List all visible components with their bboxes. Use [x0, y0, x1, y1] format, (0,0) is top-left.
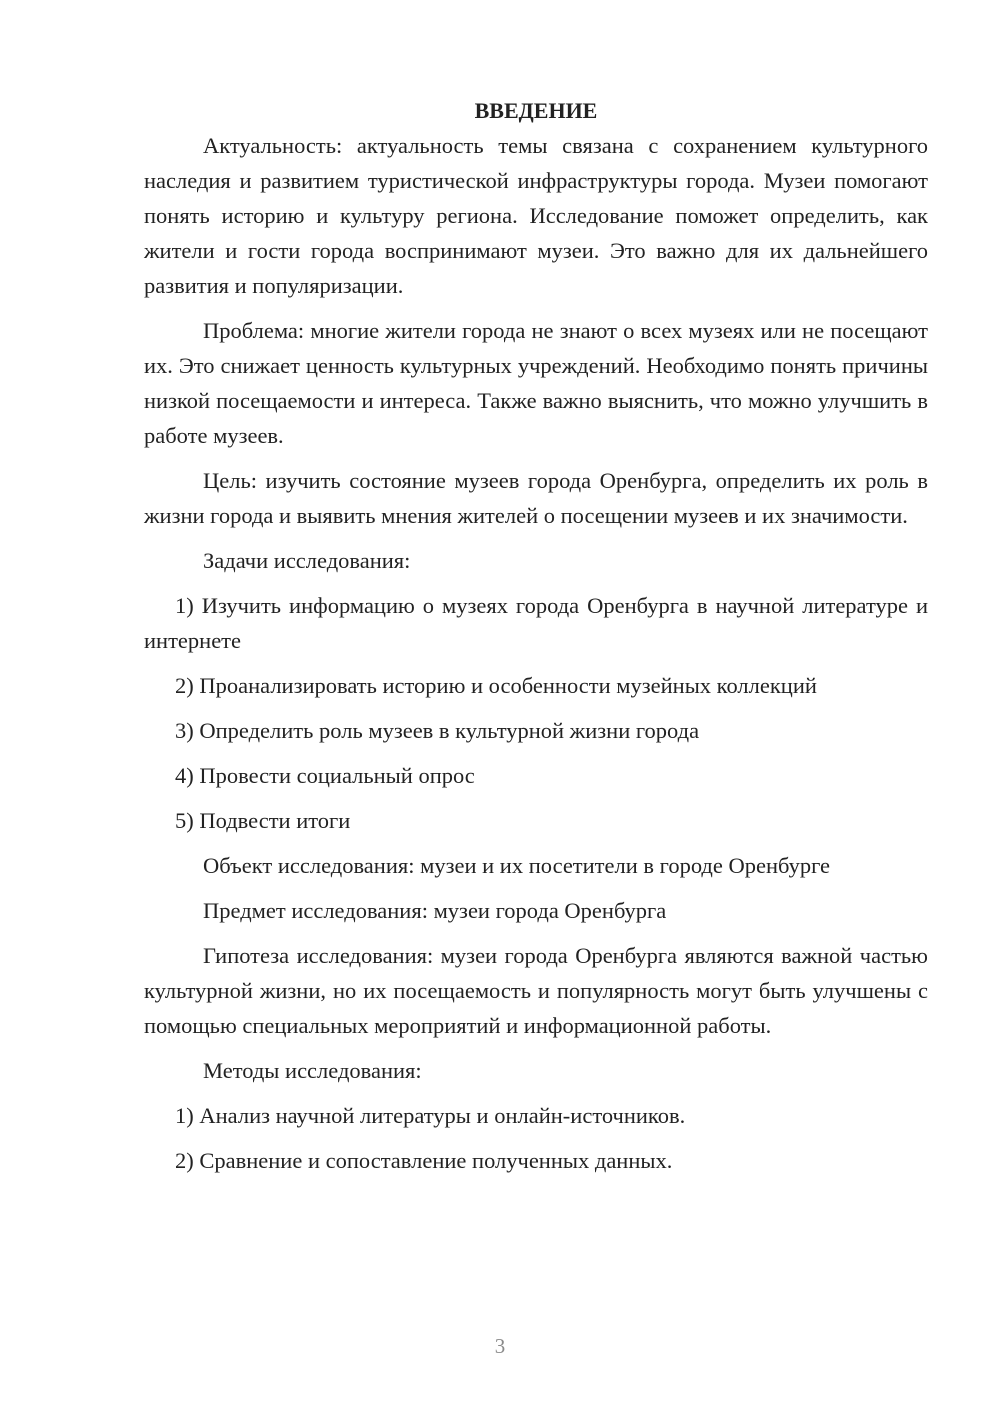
hypothesis-paragraph: Гипотеза исследования: музеи города Оренбурга являются важной частью культурной жизни, но их посещаемость и популярность могут быть улучшены с помощью специальных мероприятий и информационной работы. [144, 943, 928, 1038]
method-item-1: 1) Анализ научной литературы и онлайн-источников. [175, 1103, 686, 1128]
page-number: 3 [494, 1334, 506, 1358]
method-item-2: 2) Сравнение и сопоставление полученных данных. [175, 1148, 673, 1173]
methods-heading: Методы исследования: [203, 1058, 422, 1083]
research-subject: Предмет исследования: музеи города Оренбурга [203, 898, 667, 923]
relevance-paragraph: Актуальность: актуальность темы связана с сохранением культурного наследия и развитием туристической инфраструктуры города. Музеи помогают понять историю и культуру региона. Исследование поможет определить, как жители и гости города воспринимают музеи. Это важно для их дальнейшего развития и популяризации. [144, 133, 928, 298]
task-item-4: 4) Провести социальный опрос [175, 763, 475, 788]
tasks-heading: Задачи исследования: [203, 548, 411, 573]
task-item-2: 2) Проанализировать историю и особенности музейных коллекций [175, 673, 817, 698]
page-content [144, 94, 928, 1178]
problem-paragraph: Проблема: многие жители города не знают о всех музеях или не посещают их. Это снижает ценность культурных учреждений. Необходимо понять причины низкой посещаемости и интереса. Также важно выяснить, что можно улучшить в работе музеев. [144, 318, 928, 448]
goal-paragraph: Цель: изучить состояние музеев города Оренбурга, определить их роль в жизни города и выявить мнения жителей о посещении музеев и их значимости. [144, 468, 928, 528]
section-title: ВВЕДЕНИЕ [474, 98, 598, 123]
research-object: Объект исследования: музеи и их посетители в городе Оренбурге [203, 853, 831, 878]
task-item-1: 1) Изучить информацию о музеях города Оренбурга в научной литературе и интернете [144, 593, 928, 653]
task-item-5: 5) Подвести итоги [175, 808, 351, 833]
task-item-3: 3) Определить роль музеев в культурной жизни города [175, 718, 700, 743]
